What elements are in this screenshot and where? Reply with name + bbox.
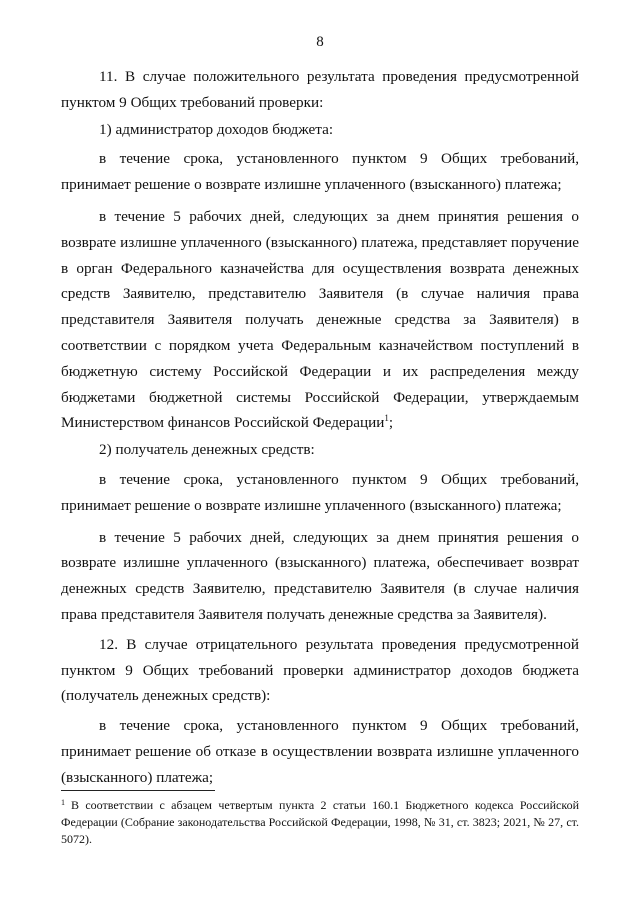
paragraph-11-item-1: 1) администратор доходов бюджета: bbox=[99, 120, 334, 138]
paragraph-12-term: в течение срока, установленного пунктом 9 Общих требований, принимает решение об отказе в осуществлении возврата излишне уплаченного (взысканного) платежа; bbox=[61, 717, 579, 786]
paragraph-11-item-2-term: в течение срока, установленного пунктом 9 Общих требований, принимает решение о возврате излишне уплаченного (взысканного) платежа; bbox=[61, 470, 579, 514]
footnote-divider bbox=[61, 790, 215, 791]
paragraph-11-item-2-return: в течение 5 рабочих дней, следующих за днем принятия решения о возврате излишне уплаченного (взысканного) платежа, обеспечивает возврат денежных средств Заявителю, представителю Заявителя (в случае наличия права представителя Заявителя получать денежные средства за Заявителя). bbox=[61, 528, 579, 623]
footnote bbox=[61, 797, 579, 848]
page-number: 8 bbox=[316, 34, 324, 50]
paragraph-11-item-1-term: в течение срока, установленного пунктом 9 Общих требований, принимает решение о возврате излишне уплаченного (взысканного) платежа; bbox=[61, 150, 579, 194]
document-body bbox=[61, 64, 579, 791]
paragraph-12: 12. В случае отрицательного результата проведения предусмотренной пунктом 9 Общих требований проверки администратор доходов бюджета (получатель денежных средств): bbox=[61, 635, 579, 705]
footnote-text: В соответствии с абзацем четвертым пункта 2 статьи 160.1 Бюджетного кодекса Российской Федерации (Собрание законодательства Российской Федерации, 1998, № 31, ст. 3823; 2021, № 27, ст. 5072). bbox=[61, 798, 579, 846]
paragraph-11-item-1-order bbox=[61, 204, 579, 436]
footnote-reference[interactable]: 1 bbox=[384, 413, 389, 424]
paragraph-11-item-2: 2) получатель денежных средств: bbox=[99, 441, 315, 459]
footnote-reference-trailing: ; bbox=[388, 414, 394, 432]
paragraph-11-item-1-order-text: в течение 5 рабочих дней, следующих за днем принятия решения о возврате излишне уплаченного (взысканного) платежа, представляет поручение в орган Федерального казначейства для осуществления возврата денежных средств Заявителю, представителю Заявителя (в случае наличия права представителя Заявителя получать денежные средства за Заявителя) в соответствии с порядком учета Федеральным казначейством поступлений в бюджетную систему Российской Федерации и их распределения между бюджетами бюджетной системы Российской Федерации, утверждаемым Министерством финансов Российской Федерации bbox=[61, 207, 579, 432]
paragraph-11: 11. В случае положительного результата проведения предусмотренной пунктом 9 Общих требований проверки: bbox=[61, 68, 579, 111]
footnote-marker: 1 bbox=[61, 798, 65, 807]
